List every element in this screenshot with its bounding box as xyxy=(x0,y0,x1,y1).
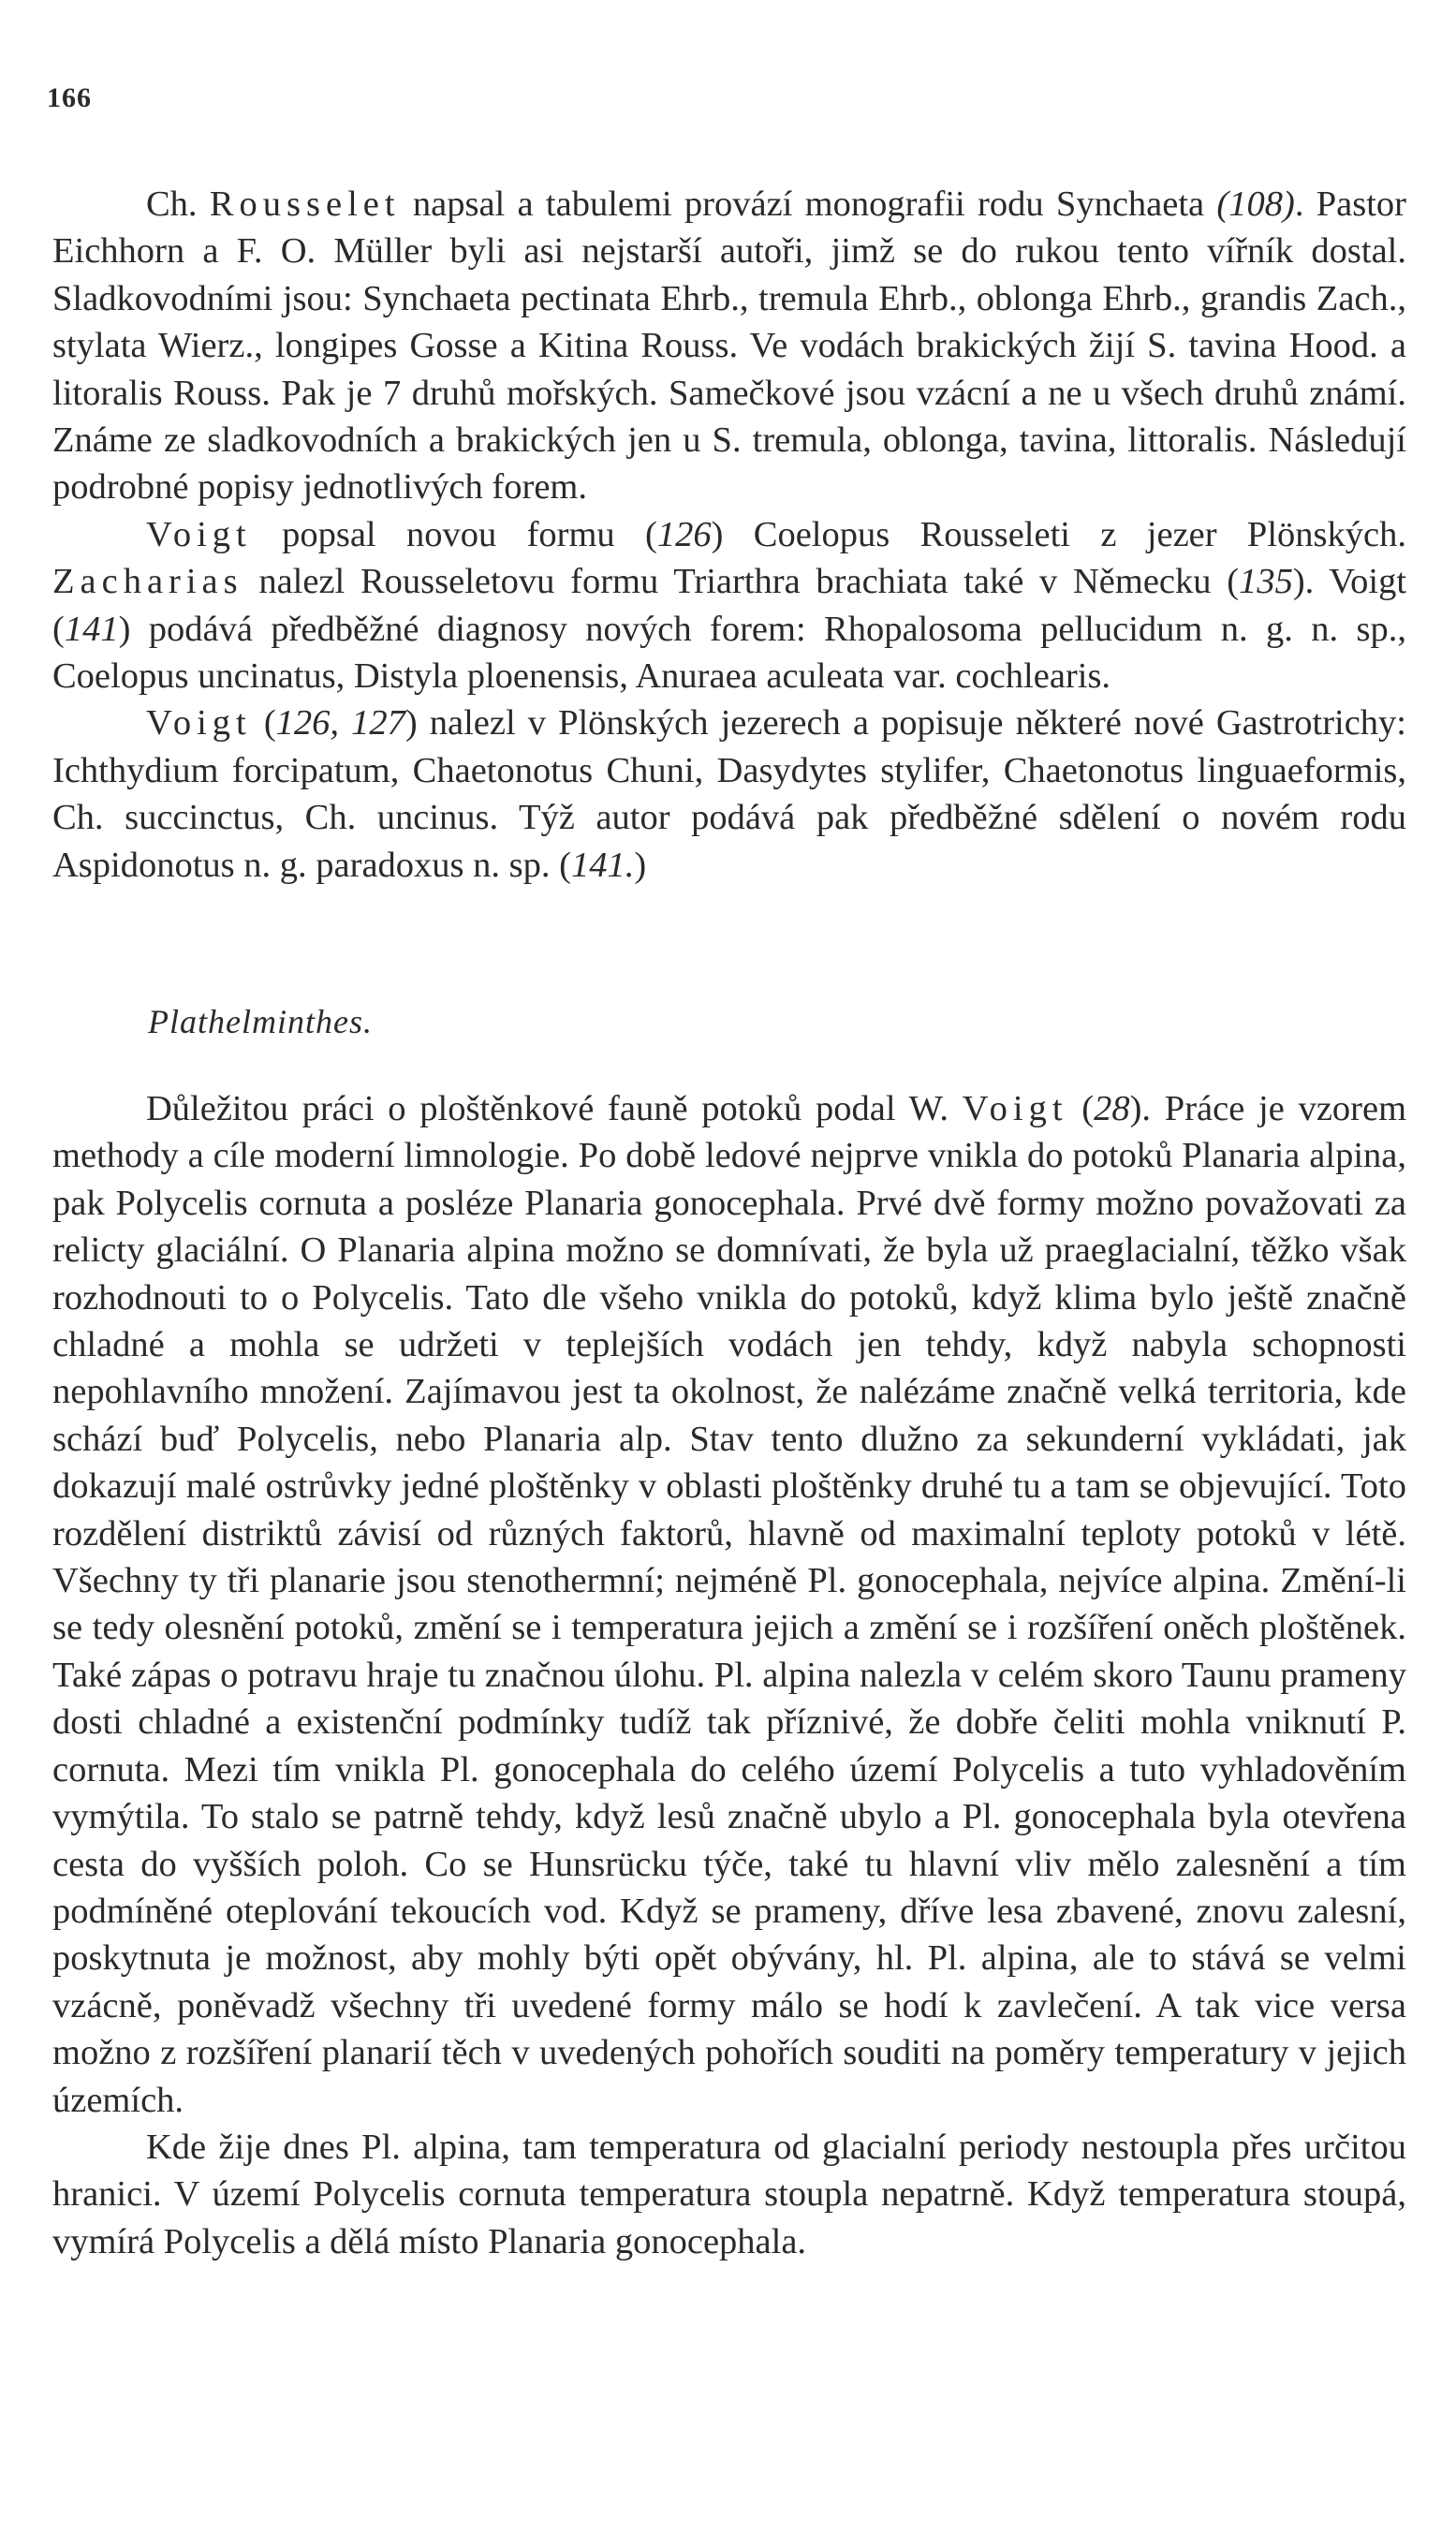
author-name: Rousselet xyxy=(209,184,401,224)
paragraph-synchaeta: Ch. Rousselet napsal a tabulemi provází monografii rodu Synchaeta (108). Pastor Eichhorn a F. O. Müller byli asi nejstarší autoři, jimž se do rukou tento vířník dostal. Sladkovodními jsou: Synchaeta pectinata Ehrb., tremula Ehrb., oblonga Ehrb., grandis Zach., stylata Wierz., longipes Gosse a Kitina Rouss. Ve vodách brakických žijí S. tavina Hood. a litoralis Rouss. Pak je 7 druhů mořských. Samečkové jsou vzácní a ne u všech druhů známí. Známe ze sladkovodních a brakických jen u S. tremula, oblonga, tavina, littoralis. Následují podrobné popisy jednotlivých forem. xyxy=(52,184,1407,508)
author-name: Voigt xyxy=(146,703,252,744)
paragraph-voigt-zacharias: Voigt popsal novou formu (126) Coelopus Rousseleti z jezer Plönských. Zacharias nalezl Rousseletovu formu Triarthra brachiata také v Německu (135). Voigt (141) podává předběžné diagnosy nových forem: Rhopalosoma pellucidum n. g. n. sp., Coelopus uncinatus, Distyla ploenensis, Anuraea aculeata var. cochlearis. xyxy=(52,514,1407,697)
reference-number: 135 xyxy=(1239,562,1293,602)
paragraph-planaria-study: Důležitou práci o ploštěnkové fauně potoků podal W. Voigt (28). Práce je vzorem methody a cíle moderní limnologie. Po době ledové nejprve vnikla do potoků Planaria alpina, pak Polycelis cornuta a posléze Planaria gonocephala. Prvé dvě formy možno považovati za relicty glaciální. O Planaria alpina možno se domnívati, že byla už praeglacialní, těžko však rozhodnouti to o Polycelis. Tato dle všeho vnikla do potoků, když klima bylo ještě značně chladné a mohla se udržeti v teplejších vodách jen tehdy, když nabyla schopnosti nepohlavního množení. Zajímavou jest ta okolnost, že nalézáme značně velká territoria, kde schází buď Polycelis, nebo Planaria alp. Stav tento dlužno za sekunderní vykládati, jak dokazují malé ostrůvky jedné ploštěnky v oblasti ploštěnky druhé tu a tam se objevující. Toto rozdělení distriktů závisí od různých faktorů, hlavně od maximalní teploty potoků v létě. Všechny ty tři planarie jsou stenothermní; nejméně Pl. gonocephala, nejvíce alpina. Změní-li se tedy olesnění potoků, změní se i temperatura jejich a změní se i rozšíření oněch ploštěnek. Také zápas o potravu hraje tu značnou úlohu. Pl. alpina nalezla v celém skoro Taunu prameny dosti chladné a existenční podmínky tudíž tak příznivé, že dobře čeliti mohla vniknutí P. cornuta. Mezi tím vnikla Pl. gonocephala do celého území Polycelis a tuto vyhladověním vymýtila. To stalo se patrně tehdy, když lesů značně ubylo a Pl. gonocephala byla otevřena cesta do vyšších poloh. Co se Hunsrücku týče, také tu hlavní vliv mělo zalesnění a tím podmíněné oteplování tekoucích vod. Když se prameny, dříve lesa zbavené, znovu zalesní, poskytnuta je možnost, aby mohly býti opět obývány, hl. Pl. alpina, ale to stává se velmi vzácně, poněvadž všechny tři uvedené formy málo se hodí k zavlečení. A tak vice versa možno z rozšíření planarií těch v uvedených pohořích souditi na poměry temperatury v jejich územích. xyxy=(52,1089,1407,2120)
reference-number: 141 xyxy=(64,609,119,649)
section-heading-plathelminthes: Plathelminthes. xyxy=(148,1003,373,1040)
page-number: 166 xyxy=(47,82,92,113)
reference-number: 141. xyxy=(570,845,635,885)
reference-number: 28 xyxy=(1094,1089,1130,1128)
plathelminthes-text-block xyxy=(52,1085,1406,2265)
reference-number: 126, 127 xyxy=(275,703,405,744)
reference-number: (108) xyxy=(1216,184,1295,224)
paragraph-gastrotricha: Voigt (126, 127) nalezl v Plönských jezerech a popisuje některé nové Gastrotrichy: Ichthydium forcipatum, Chaetonotus Chuni, Dasydytes stylifer, Chaetonotus linguaeformis, Ch. succinctus, Ch. uncinus. Týž autor podává pak předběžné sdělení o novém rodu Aspidonotus n. g. paradoxus n. sp. (141.) xyxy=(52,703,1407,885)
author-name: Voigt xyxy=(146,514,252,554)
reference-number: 126 xyxy=(656,514,712,554)
author-name: Zacharias xyxy=(52,562,243,602)
rotifera-text-block xyxy=(52,181,1406,889)
paragraph-temperature: Kde žije dnes Pl. alpina, tam temperatura od glacialní periody nestoupla přes určitou hranici. V území Polycelis cornuta temperatura stoupla nepatrně. Když temperatura stoupá, vymírá Polycelis a dělá místo Planaria gonocephala. xyxy=(52,2127,1406,2261)
author-name: Voigt xyxy=(962,1089,1068,1128)
